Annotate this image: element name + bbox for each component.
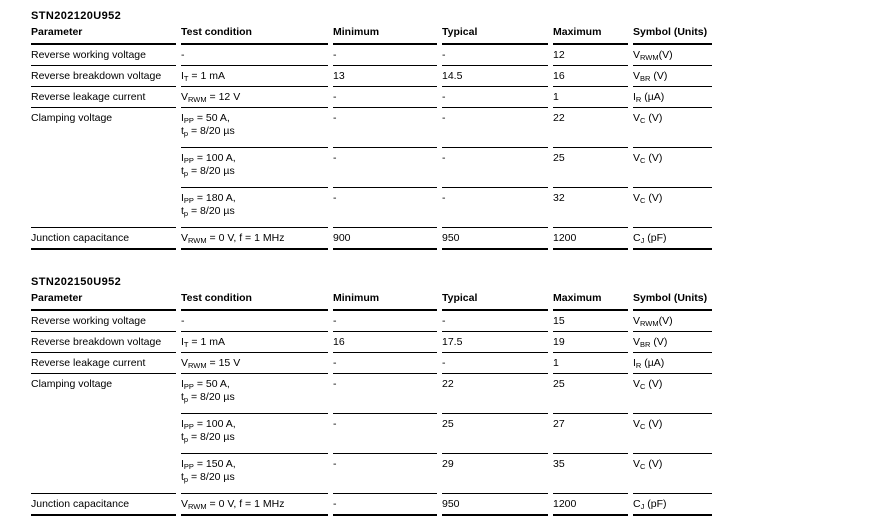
minimum-cell: 13	[333, 66, 437, 87]
typical-cell: -	[442, 148, 548, 188]
typical-cell: 950	[442, 228, 548, 250]
symbol-cell: $C_J$ (pF)	[633, 494, 712, 516]
symbol-cell: $V_{BR}$ (V)	[633, 332, 712, 353]
minimum-cell: -	[333, 311, 437, 332]
column-header-minimum: Minimum	[333, 290, 437, 311]
spec-table-block-1	[31, 10, 722, 250]
test-condition-cell: $I_{PP} = 150$ A, $t_p = 8/20$ µs	[181, 454, 328, 494]
column-header-symbol-units: Symbol (Units)	[633, 24, 712, 45]
maximum-cell: 1200	[553, 228, 628, 250]
test-condition-cell: $I_{PP} = 180$ A, $t_p = 8/20$ µs	[181, 188, 328, 228]
maximum-cell: 1	[553, 353, 628, 374]
minimum-cell: -	[333, 374, 437, 414]
column-header-maximum: Maximum	[553, 290, 628, 311]
spec-table-2	[26, 290, 717, 516]
symbol-cell: $V_C$ (V)	[633, 414, 712, 454]
table-row	[31, 87, 712, 108]
parameter-cell: Clamping voltage	[31, 108, 176, 228]
table-row	[31, 108, 712, 148]
parameter-cell: Clamping voltage	[31, 374, 176, 494]
table-row	[31, 66, 712, 87]
table-row	[31, 228, 712, 250]
table-row	[31, 332, 712, 353]
minimum-cell: -	[333, 148, 437, 188]
maximum-cell: 16	[553, 66, 628, 87]
typical-cell: -	[442, 45, 548, 66]
symbol-cell: $V_{RWM}(V)$	[633, 45, 712, 66]
typical-cell: 29	[442, 454, 548, 494]
column-header-minimum: Minimum	[333, 24, 437, 45]
typical-cell: -	[442, 108, 548, 148]
symbol-cell: $V_{BR}$ (V)	[633, 66, 712, 87]
test-condition-cell: $I_{PP} = 100$ A, $t_p = 8/20$ µs	[181, 414, 328, 454]
symbol-cell: $I_R$ (µA)	[633, 87, 712, 108]
maximum-cell: 25	[553, 374, 628, 414]
header-row	[31, 290, 712, 311]
column-header-symbol-units: Symbol (Units)	[633, 290, 712, 311]
typical-cell: -	[442, 311, 548, 332]
symbol-cell: $V_C$ (V)	[633, 374, 712, 414]
test-condition-cell: $I_{PP} = 50$ A, $t_p = 8/20$ µs	[181, 108, 328, 148]
maximum-cell: 27	[553, 414, 628, 454]
minimum-cell: -	[333, 87, 437, 108]
parameter-cell: Reverse leakage current	[31, 353, 176, 374]
symbol-cell: $V_{RWM}(V)$	[633, 311, 712, 332]
test-condition-cell: $I_{PP} = 100$ A, $t_p = 8/20$ µs	[181, 148, 328, 188]
column-header-parameter: Parameter	[31, 24, 176, 45]
maximum-cell: 35	[553, 454, 628, 494]
parameter-cell: Reverse breakdown voltage	[31, 332, 176, 353]
parameter-cell: Junction capacitance	[31, 494, 176, 516]
parameter-cell: Reverse working voltage	[31, 45, 176, 66]
typical-cell: -	[442, 188, 548, 228]
minimum-cell: -	[333, 454, 437, 494]
table-title: STN202150U952	[31, 276, 122, 288]
test-condition-cell: $V_{RWM} = 0$ V, f = 1 MHz	[181, 494, 328, 516]
minimum-cell: -	[333, 108, 437, 148]
test-condition-cell: $V_{RWM} = 15$ V	[181, 353, 328, 374]
column-header-test-condition: Test condition	[181, 290, 328, 311]
typical-cell: -	[442, 353, 548, 374]
maximum-cell: 12	[553, 45, 628, 66]
spec-table-block-2	[31, 276, 722, 516]
symbol-cell: $V_C$ (V)	[633, 188, 712, 228]
table-row	[31, 353, 712, 374]
table-row	[31, 45, 712, 66]
test-condition-cell: $I_T = 1$ mA	[181, 66, 328, 87]
table-row	[31, 311, 712, 332]
minimum-cell: 900	[333, 228, 437, 250]
column-header-test-condition: Test condition	[181, 24, 328, 45]
test-condition-cell: $I_T = 1$ mA	[181, 332, 328, 353]
parameter-cell: Reverse breakdown voltage	[31, 66, 176, 87]
symbol-cell: $V_C$ (V)	[633, 454, 712, 494]
typical-cell: 950	[442, 494, 548, 516]
typical-cell: 25	[442, 414, 548, 454]
maximum-cell: 1200	[553, 494, 628, 516]
table-row	[31, 374, 712, 414]
symbol-cell: $I_R$ (µA)	[633, 353, 712, 374]
minimum-cell: -	[333, 188, 437, 228]
minimum-cell: -	[333, 414, 437, 454]
column-header-parameter: Parameter	[31, 290, 176, 311]
typical-cell: 17.5	[442, 332, 548, 353]
typical-cell: 22	[442, 374, 548, 414]
typical-cell: 14.5	[442, 66, 548, 87]
maximum-cell: 15	[553, 311, 628, 332]
table-title: STN202120U952	[31, 10, 122, 22]
symbol-cell: $V_C$ (V)	[633, 108, 712, 148]
column-header-typical: Typical	[442, 24, 548, 45]
parameter-cell: Junction capacitance	[31, 228, 176, 250]
symbol-cell: $C_J$ (pF)	[633, 228, 712, 250]
test-condition-cell: -	[181, 311, 328, 332]
page-content	[31, 10, 722, 516]
table-row	[31, 494, 712, 516]
test-condition-cell: $V_{RWM} = 12$ V	[181, 87, 328, 108]
test-condition-cell: $I_{PP} = 50$ A, $t_p = 8/20$ µs	[181, 374, 328, 414]
test-condition-cell: -	[181, 45, 328, 66]
typical-cell: -	[442, 87, 548, 108]
minimum-cell: -	[333, 353, 437, 374]
minimum-cell: -	[333, 45, 437, 66]
maximum-cell: 32	[553, 188, 628, 228]
minimum-cell: 16	[333, 332, 437, 353]
minimum-cell: -	[333, 494, 437, 516]
spec-table-1	[26, 24, 717, 250]
maximum-cell: 22	[553, 108, 628, 148]
maximum-cell: 19	[553, 332, 628, 353]
column-header-typical: Typical	[442, 290, 548, 311]
maximum-cell: 1	[553, 87, 628, 108]
parameter-cell: Reverse leakage current	[31, 87, 176, 108]
column-header-maximum: Maximum	[553, 24, 628, 45]
parameter-cell: Reverse working voltage	[31, 311, 176, 332]
test-condition-cell: $V_{RWM} = 0$ V, f = 1 MHz	[181, 228, 328, 250]
maximum-cell: 25	[553, 148, 628, 188]
symbol-cell: $V_C$ (V)	[633, 148, 712, 188]
header-row	[31, 24, 712, 45]
